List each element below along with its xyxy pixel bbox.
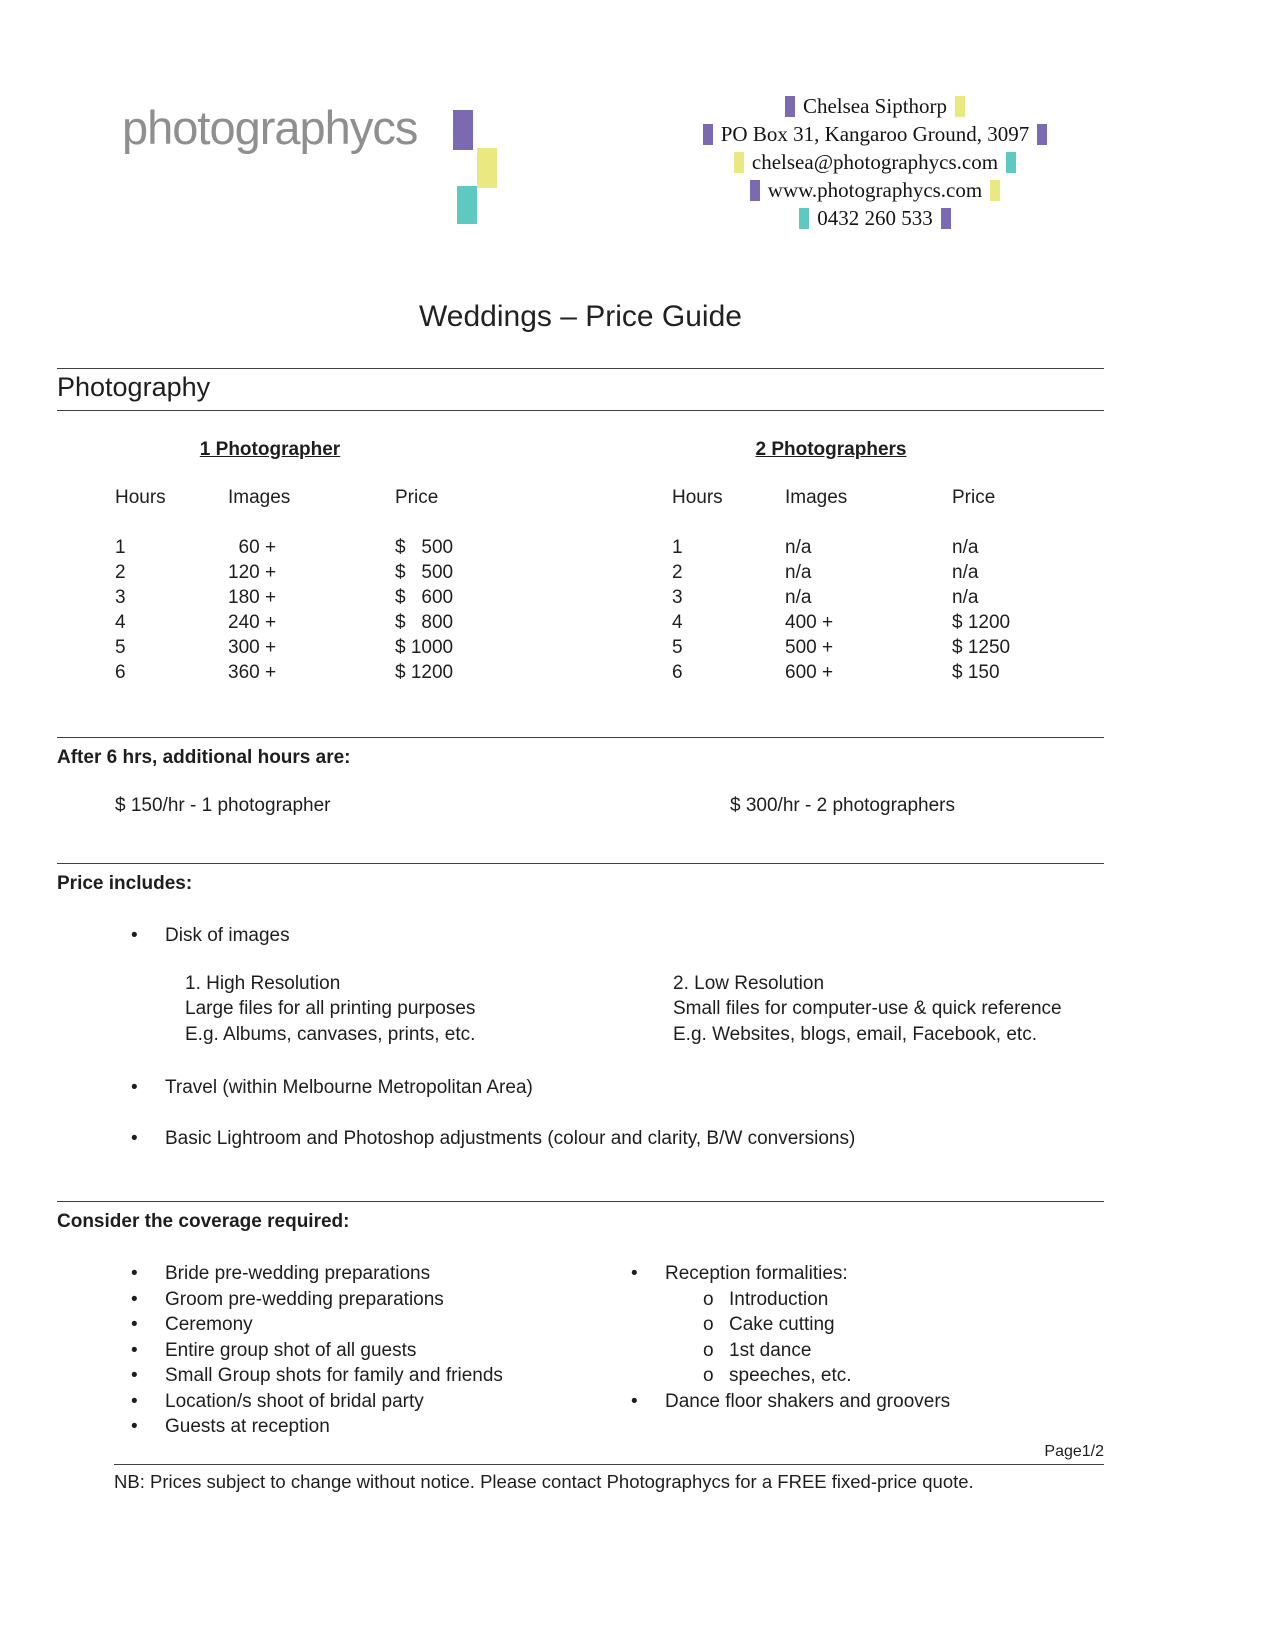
table-row <box>672 610 1103 635</box>
color-marker <box>990 180 1000 201</box>
list-item <box>57 1261 560 1287</box>
images-cell: 240 + <box>228 612 277 633</box>
price-includes-heading: Price includes: <box>57 873 193 894</box>
divider <box>57 410 1104 411</box>
contact-line-address <box>640 120 1110 148</box>
list-item <box>57 1363 560 1389</box>
table-row <box>672 660 1103 685</box>
color-marker <box>785 96 795 117</box>
price-cell: $ 500 <box>395 537 454 558</box>
coverage-left-list <box>0 1261 560 1440</box>
table-header-row <box>115 485 580 510</box>
dance-floor-text: Dance floor shakers and groovers <box>665 1390 951 1412</box>
low-res-desc: Small files for computer-use & quick reference <box>673 998 1062 1019</box>
coverage-item: Guests at reception <box>165 1416 330 1437</box>
table-two-title: 2 Photographers <box>755 439 907 460</box>
table-row <box>672 585 1103 610</box>
price-cell: $ 1000 <box>395 637 454 658</box>
images-cell: 60 + <box>228 537 277 558</box>
sub-bullet-icon: o <box>703 1314 714 1335</box>
hours-cell: 5 <box>672 637 683 658</box>
hours-cell: 1 <box>115 537 126 558</box>
contact-line-website <box>640 176 1110 204</box>
logo-accent-purple <box>453 110 473 150</box>
page-footer <box>114 1443 1104 1493</box>
coverage-item: Entire group shot of all guests <box>165 1339 417 1361</box>
table-header-row <box>672 485 1103 510</box>
table-row <box>115 635 580 660</box>
hours-header: Hours <box>672 487 723 508</box>
coverage-sub-item: speeches, etc. <box>729 1365 852 1386</box>
contact-line-email <box>640 148 1110 176</box>
table-row <box>115 660 580 685</box>
color-marker <box>703 124 713 145</box>
color-marker <box>955 96 965 117</box>
list-item <box>57 1414 560 1440</box>
travel-text: Travel (within Melbourne Metropolitan Area) <box>165 1077 533 1098</box>
editing-text: Basic Lightroom and Photoshop adjustments (colour and clarity, B/W conversions) <box>165 1127 856 1149</box>
color-marker <box>750 180 760 201</box>
hours-header: Hours <box>115 487 166 508</box>
hours-cell: 4 <box>115 612 126 633</box>
price-cell: $ 600 <box>395 587 454 608</box>
high-res-examples: E.g. Albums, canvases, prints, etc. <box>185 1023 476 1045</box>
images-header: Images <box>228 487 291 508</box>
high-res-title: 1. High Resolution <box>185 972 341 994</box>
price-cell: $ 150 <box>952 662 1000 683</box>
hours-cell: 1 <box>672 537 683 558</box>
bullet-icon: • <box>131 1263 138 1284</box>
document-title: Weddings – Price Guide <box>419 300 742 333</box>
logo-accent-yellow <box>477 148 497 188</box>
coverage-heading: Consider the coverage required: <box>57 1211 350 1232</box>
list-item-travel <box>57 1075 1275 1101</box>
images-cell: 360 + <box>228 662 277 683</box>
bullet-icon: • <box>631 1390 638 1412</box>
coverage-item: Location/s shoot of bridal party <box>165 1390 424 1412</box>
high-res-desc: Large files for all printing purposes <box>185 998 476 1019</box>
additional-hours-heading: After 6 hrs, additional hours are: <box>57 747 351 768</box>
table-row <box>115 610 580 635</box>
price-tables <box>57 439 1104 685</box>
contact-name: Chelsea Sipthorp <box>802 94 948 118</box>
price-cell: $ 1200 <box>952 612 1011 633</box>
hours-cell: 5 <box>115 637 126 658</box>
coverage-item: Ceremony <box>165 1314 253 1335</box>
contact-website: www.photographycs.com <box>767 178 983 202</box>
price-cell: n/a <box>952 537 979 558</box>
additional-hours-rates <box>115 795 1275 817</box>
coverage-right-list <box>560 1261 1275 1440</box>
color-marker <box>1006 152 1016 173</box>
bullet-icon: • <box>131 1416 138 1437</box>
images-cell: 180 + <box>228 587 277 608</box>
table-row <box>115 585 580 610</box>
sub-bullet-icon: o <box>703 1365 714 1386</box>
sub-list-item <box>560 1338 1275 1364</box>
rate-two-photographers: $ 300/hr - 2 photographers <box>730 795 955 816</box>
list-item <box>560 1389 1275 1415</box>
coverage-columns <box>0 1261 1275 1440</box>
bullet-icon: • <box>131 1365 138 1386</box>
color-marker <box>799 208 809 229</box>
images-cell: n/a <box>785 537 812 558</box>
table-one-grid <box>57 485 580 685</box>
images-cell: 300 + <box>228 637 277 658</box>
price-cell: $ 1200 <box>395 662 454 683</box>
sub-list-item <box>560 1363 1275 1389</box>
contact-block <box>640 92 1110 232</box>
list-item <box>57 1287 560 1313</box>
images-cell: 600 + <box>785 662 834 683</box>
color-marker <box>1037 124 1047 145</box>
bullet-icon: • <box>131 1314 138 1335</box>
list-item <box>57 1338 560 1364</box>
sub-list-item <box>560 1287 1275 1313</box>
coverage-item: Groom pre-wedding preparations <box>165 1288 444 1310</box>
coverage-sub-item: 1st dance <box>729 1339 812 1361</box>
images-cell: n/a <box>785 562 812 583</box>
price-cell: $ 800 <box>395 612 454 633</box>
table-two-grid <box>580 485 1103 685</box>
table-row <box>672 535 1103 560</box>
coverage-item: Bride pre-wedding preparations <box>165 1263 431 1284</box>
photographycs-logo: photographycs <box>122 101 418 154</box>
price-cell: $ 1250 <box>952 637 1011 658</box>
hours-cell: 3 <box>115 587 126 608</box>
bullet-icon: • <box>131 1390 138 1412</box>
bullet-icon: • <box>131 1288 138 1310</box>
page-header <box>0 0 1275 262</box>
low-res-title: 2. Low Resolution <box>673 972 825 994</box>
contact-email: chelsea@photographycs.com <box>751 150 999 174</box>
page-number: Page1/2 <box>1044 1443 1104 1460</box>
contact-address: PO Box 31, Kangaroo Ground, 3097 <box>720 122 1030 146</box>
table-row <box>672 635 1103 660</box>
table-two-photographers <box>580 439 1103 685</box>
hours-cell: 6 <box>672 662 683 683</box>
low-res-examples: E.g. Websites, blogs, email, Facebook, etc. <box>673 1023 1037 1045</box>
table-one-rows <box>115 535 580 685</box>
list-item <box>57 1312 560 1338</box>
coverage-sub-item: Introduction <box>729 1288 829 1310</box>
table-one-title: 1 Photographer <box>199 439 341 460</box>
high-resolution-block <box>185 971 673 1048</box>
sub-bullet-icon: o <box>703 1288 714 1310</box>
bullet-icon: • <box>131 1077 138 1098</box>
list-item <box>57 1389 560 1415</box>
list-item-editing <box>57 1126 1275 1152</box>
table-row <box>115 560 580 585</box>
hours-cell: 2 <box>672 562 683 583</box>
table-row <box>115 535 580 560</box>
color-marker <box>941 208 951 229</box>
images-cell: n/a <box>785 587 812 608</box>
sub-bullet-icon: o <box>703 1339 714 1361</box>
bullet-icon: • <box>131 925 138 946</box>
contact-line-phone <box>640 204 1110 232</box>
low-resolution-block <box>673 971 1275 1048</box>
table-one-photographer <box>57 439 580 685</box>
images-cell: 500 + <box>785 637 834 658</box>
images-cell: 120 + <box>228 562 277 583</box>
sub-list-item <box>560 1312 1275 1338</box>
images-header: Images <box>785 487 848 508</box>
coverage-sub-item: Cake cutting <box>729 1314 835 1335</box>
table-two-rows <box>672 535 1103 685</box>
contact-line-name <box>640 92 1110 120</box>
hours-cell: 2 <box>115 562 126 583</box>
price-header: Price <box>952 487 996 508</box>
bullet-icon: • <box>131 1339 138 1361</box>
contact-phone: 0432 260 533 <box>817 206 933 230</box>
price-cell: $ 500 <box>395 562 454 583</box>
divider <box>114 1464 1104 1465</box>
resolution-columns <box>185 971 1275 1048</box>
logo-accent-teal <box>457 186 477 224</box>
list-item-disk <box>57 923 1275 949</box>
images-cell: 400 + <box>785 612 834 633</box>
list-item <box>560 1261 1275 1287</box>
price-cell: n/a <box>952 562 979 583</box>
table-row <box>672 560 1103 585</box>
coverage-item: Small Group shots for family and friends <box>165 1365 503 1386</box>
price-header: Price <box>395 487 439 508</box>
hours-cell: 3 <box>672 587 683 608</box>
disk-of-images-text: Disk of images <box>165 925 290 946</box>
hours-cell: 4 <box>672 612 683 633</box>
reception-formalities-text: Reception formalities: <box>665 1263 848 1284</box>
hours-cell: 6 <box>115 662 126 683</box>
bullet-icon: • <box>131 1127 138 1149</box>
color-marker <box>734 152 744 173</box>
bullet-icon: • <box>631 1263 638 1284</box>
price-cell: n/a <box>952 587 979 608</box>
footer-note: NB: Prices subject to change without notice. Please contact Photographycs for a FREE fixed-price quote. <box>114 1471 974 1492</box>
rate-one-photographer: $ 150/hr - 1 photographer <box>115 795 331 816</box>
photography-heading: Photography <box>57 372 211 402</box>
